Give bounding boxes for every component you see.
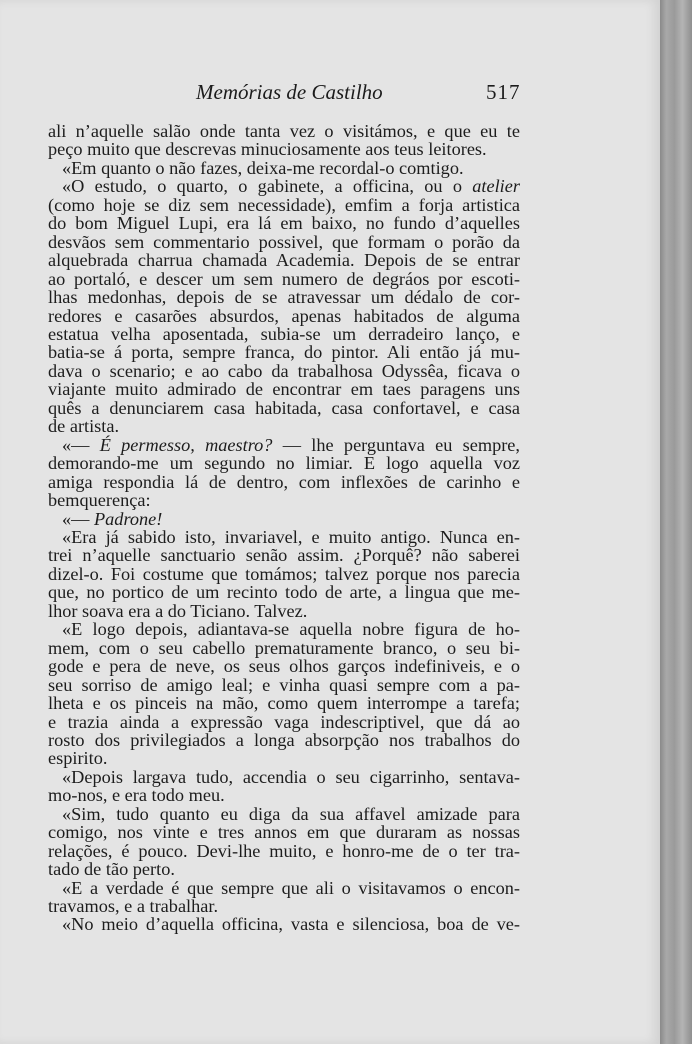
text-line: e trazia ainda a expressão vaga indescriptivel, que dá ao [48,711,520,732]
text-line: demorando-me um segundo no limiar. E logo aquella voz [48,453,520,474]
text-line: peço muito que descrevas minuciosamente aos teus leitores. [48,139,487,160]
text-line: «Depois largava tudo, accendia o seu cigarrinho, sentava- [62,766,520,787]
text-line [48,436,520,454]
text-segment: «— [62,508,94,529]
page-header [0,80,620,110]
page-number: 517 [486,80,521,104]
text-segment: — lhe perguntava eu sempre, [272,434,520,455]
body-text [48,122,520,934]
text-line: «Era já sabido isto, invariavel, e muito antigo. Nunca en- [62,526,520,547]
text-line: tado de tão perto. [48,859,175,880]
text-line: redores e casarões absurdos, apenas habitados de alguma [48,305,520,326]
text-line: «E logo depois, adiantava-se aquella nobre figura de ho- [62,619,520,640]
text-line: rosto dos privilegiados a longa absorpção nos trabalhos do [48,729,520,750]
text-line: comigo, nos vinte e tres annos em que duraram as nossas [48,822,520,843]
text-line: lhas medonhas, depois de se atravessar um dédalo de cor- [48,287,520,308]
text-line: quês a denunciarem casa habitada, casa confortavel, e casa [48,397,520,418]
text-line: travamos, e a trabalhar. [48,896,219,917]
text-line: mem, com o seu cabello prematuramente branco, o seu bi- [48,637,520,658]
text-line: amiga respondia lá de dentro, com inflexões de carinho e [48,471,520,492]
text-line: de artista. [48,416,120,437]
text-line: ao portaló, e descer um sem numero de degráos por escoti- [48,268,520,289]
text-line: relações, é pouco. Devi-lhe muito, e honro-me de o ter tra- [48,840,520,861]
text-line: gode e pera de neve, os seus olhos garços indefiniveis, e o [48,656,520,677]
page-edge [660,0,692,1044]
text-line: «Em quanto o não fazes, deixa-me recordal-o comtigo. [62,157,464,178]
text-line: viajante muito admirado de encontrar em taes paragens uns [48,379,520,400]
text-line: lheta e os pinceis na mão, como quem interrompe a tarefa; [48,693,520,714]
text-segment: «O estudo, o quarto, o gabinete, a officina, ou o [62,176,473,197]
text-line: «E a verdade é que sempre que ali o visitavamos o encon- [62,877,520,898]
text-line: dizel-o. Foi costume que tomámos; talvez porque nos parecia [48,563,520,584]
text-line: seu sorriso de amigo leal; e vinha quasi sempre com a pa- [48,674,520,695]
text-line: do bom Miguel Lupi, era lá em baixo, no fundo d’aquelles [48,213,520,234]
text-line: desvãos sem commentario possivel, que formam o porão da [48,231,520,252]
italic-text: É permesso, maestro? [99,434,273,455]
text-line: (como hoje se diz sem necessidade), emfim a forja artistica [48,194,520,215]
italic-text: atelier [472,176,520,197]
text-line: «Sim, tudo quanto eu diga da sua affavel amizade para [62,803,520,824]
running-title: Memórias de Castilho [196,80,383,104]
text-segment: «— [62,434,100,455]
text-line: batia-se á porta, sempre franca, do pintor. Ali então já mu- [48,342,520,363]
text-line [48,177,520,195]
text-line: trei n’aquelle sanctuario senão assim. ¿Porquê? não saberei [48,545,520,566]
text-line: que, no portico de um recinto todo de arte, a lingua que me- [48,582,520,603]
italic-text: Padrone! [94,508,163,529]
text-line: «No meio d’aquella officina, vasta e silenciosa, boa de ve- [62,914,520,935]
text-line [48,510,520,528]
text-line: mo-nos, e era todo meu. [48,785,225,806]
text-line: ali n’aquelle salão onde tanta vez o visitámos, e que eu te [48,121,520,141]
text-line: alquebrada charrua chamada Academia. Depois de se entrar [48,250,520,271]
text-line: estatua velha aposentada, subia-se um derradeiro lanço, e [48,323,520,344]
text-line: bemquerença: [48,490,151,511]
text-line: espirito. [48,748,108,769]
text-line: dava o scenario; e ao cabo da trabalhosa Odyssêa, ficava o [48,360,520,381]
text-line: lhor soava era a do Ticiano. Talvez. [48,600,308,621]
